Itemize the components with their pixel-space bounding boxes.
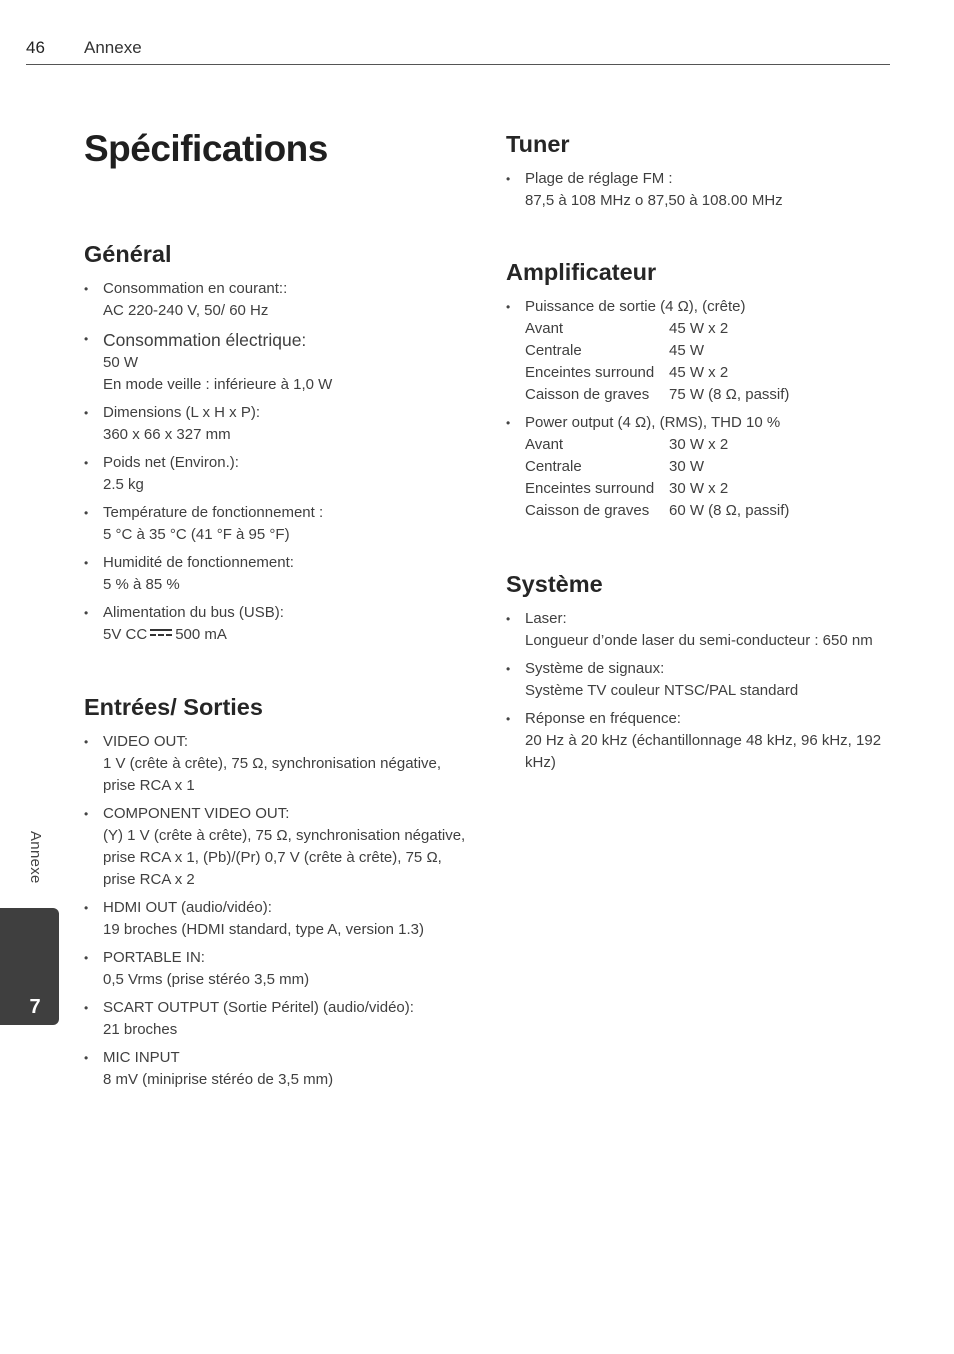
spec-label: • Poids net (Environ.):	[103, 454, 239, 471]
io-heading: Entrées/ Sorties	[84, 694, 263, 720]
spec-value: 1 V (crête à crête), 75 Ω, synchronisation négative, prise RCA x 1	[103, 755, 442, 794]
list-item	[506, 296, 890, 406]
channel-power: 30 W x 2	[669, 436, 729, 453]
general-list	[84, 278, 474, 646]
list-item	[84, 278, 474, 322]
usb-current: 500 mA	[175, 626, 227, 643]
spec-value: 0,5 Vrms (prise stéréo 3,5 mm)	[103, 971, 310, 988]
list-item	[84, 947, 474, 991]
spec-label: • SCART OUTPUT (Sortie Péritel) (audio/vidéo):	[103, 999, 414, 1016]
page-number: 46	[26, 38, 45, 57]
spec-value: Longueur d’onde laser du semi-conducteur : 650 nm	[525, 632, 873, 649]
table-row	[525, 362, 789, 384]
spec-label: • Power output (4 Ω), (RMS), THD 10 %	[525, 414, 781, 431]
spec-label: • Alimentation du bus (USB):	[103, 604, 284, 621]
spec-value: 360 x 66 x 327 mm	[103, 426, 231, 443]
io-section	[84, 694, 474, 1097]
spec-value: En mode veille : inférieure à 1,0 W	[103, 376, 333, 393]
spec-label: • Humidité de fonctionnement:	[103, 554, 294, 571]
system-section	[506, 571, 890, 780]
header-section-name: Annexe	[84, 38, 142, 57]
chapter-number: 7	[29, 996, 41, 1018]
channel-name: Centrale	[525, 342, 582, 359]
usb-voltage: 5V CC	[103, 626, 148, 643]
spec-label: • COMPONENT VIDEO OUT:	[103, 805, 290, 822]
spec-label: • Consommation en courant::	[103, 280, 288, 297]
spec-value: 5 % à 85 %	[103, 576, 180, 593]
list-item	[84, 1047, 474, 1091]
spec-value: 87,5 à 108 MHz o 87,50 à 108.00 MHz	[525, 192, 783, 209]
channel-name: Avant	[525, 436, 564, 453]
channel-name: Enceintes surround	[525, 480, 655, 497]
list-item	[84, 328, 474, 396]
amplifier-heading: Amplificateur	[506, 259, 657, 285]
page-header	[26, 36, 890, 65]
page-title: Spécifications	[84, 128, 328, 169]
channel-power: 45 W	[669, 342, 705, 359]
amplifier-list	[506, 296, 890, 522]
spec-value	[103, 624, 474, 646]
system-list	[506, 608, 890, 774]
table-row	[525, 478, 789, 500]
spec-value: 8 mV (miniprise stéréo de 3,5 mm)	[103, 1071, 334, 1088]
channel-name: Enceintes surround	[525, 364, 655, 381]
list-item	[84, 552, 474, 596]
table-row	[525, 384, 789, 406]
peak-power-table	[525, 318, 789, 406]
io-list	[84, 731, 474, 1091]
list-item	[84, 731, 474, 797]
list-item	[84, 452, 474, 496]
spec-label: • Consommation électrique:	[103, 330, 307, 350]
table-row	[525, 340, 789, 362]
rms-power-table	[525, 434, 789, 522]
channel-name: Avant	[525, 320, 564, 337]
list-item	[84, 997, 474, 1041]
spec-label: • PORTABLE IN:	[103, 949, 205, 966]
list-item	[506, 608, 890, 652]
spec-value: 5 °C à 35 °C (41 °F à 95 °F)	[103, 526, 290, 543]
spec-value: 2.5 kg	[103, 476, 144, 493]
channel-name: Caisson de graves	[525, 386, 650, 403]
tuner-section	[506, 131, 890, 218]
spec-label: • MIC INPUT	[103, 1049, 180, 1066]
table-row	[525, 318, 789, 340]
spec-value: 50 W	[103, 354, 139, 371]
spec-label: • Système de signaux:	[525, 660, 665, 677]
spec-label: • HDMI OUT (audio/vidéo):	[103, 899, 272, 916]
general-heading: Général	[84, 241, 172, 267]
spec-value: 20 Hz à 20 kHz (échantillonnage 48 kHz, 96 kHz, 192 kHz)	[525, 732, 882, 771]
general-section	[84, 241, 474, 652]
channel-power: 30 W x 2	[669, 480, 729, 497]
channel-power: 45 W x 2	[669, 364, 729, 381]
spec-label: • Température de fonctionnement :	[103, 504, 324, 521]
table-row	[525, 456, 789, 478]
channel-power: 75 W (8 Ω, passif)	[669, 386, 790, 403]
amplifier-section	[506, 259, 890, 528]
list-item	[84, 803, 474, 891]
side-tab-label: Annexe	[27, 831, 44, 884]
channel-power: 60 W (8 Ω, passif)	[669, 502, 790, 519]
list-item	[84, 502, 474, 546]
spec-value: 19 broches (HDMI standard, type A, version 1.3)	[103, 921, 424, 938]
system-heading: Système	[506, 571, 603, 597]
spec-label: • Laser:	[525, 610, 567, 627]
list-item	[506, 412, 890, 522]
chapter-tab	[0, 908, 59, 1025]
spec-value: 21 broches	[103, 1021, 178, 1038]
channel-power: 30 W	[669, 458, 705, 475]
spec-value: Système TV couleur NTSC/PAL standard	[525, 682, 799, 699]
spec-label: • Dimensions (L x H x P):	[103, 404, 260, 421]
list-item	[84, 602, 474, 646]
spec-label: • Réponse en fréquence:	[525, 710, 681, 727]
channel-name: Caisson de graves	[525, 502, 650, 519]
spec-label: • Plage de réglage FM :	[525, 170, 673, 187]
tuner-list	[506, 168, 890, 212]
list-item	[506, 708, 890, 774]
list-item	[506, 168, 890, 212]
spec-value: AC 220-240 V, 50/ 60 Hz	[103, 302, 269, 319]
channel-power: 45 W x 2	[669, 320, 729, 337]
spec-label: • Puissance de sortie (4 Ω), (crête)	[525, 298, 746, 315]
table-row	[525, 434, 789, 456]
tuner-heading: Tuner	[506, 131, 570, 157]
table-row	[525, 500, 789, 522]
channel-name: Centrale	[525, 458, 582, 475]
dc-current-icon	[150, 629, 172, 637]
spec-label: • VIDEO OUT:	[103, 733, 189, 750]
spec-value: (Y) 1 V (crête à crête), 75 Ω, synchronisation négative, prise RCA x 1, (Pb)/(Pr) 0,7 V (crête à crête), 75 Ω, prise RCA x 2	[103, 827, 466, 888]
list-item	[84, 897, 474, 941]
list-item	[84, 402, 474, 446]
list-item	[506, 658, 890, 702]
